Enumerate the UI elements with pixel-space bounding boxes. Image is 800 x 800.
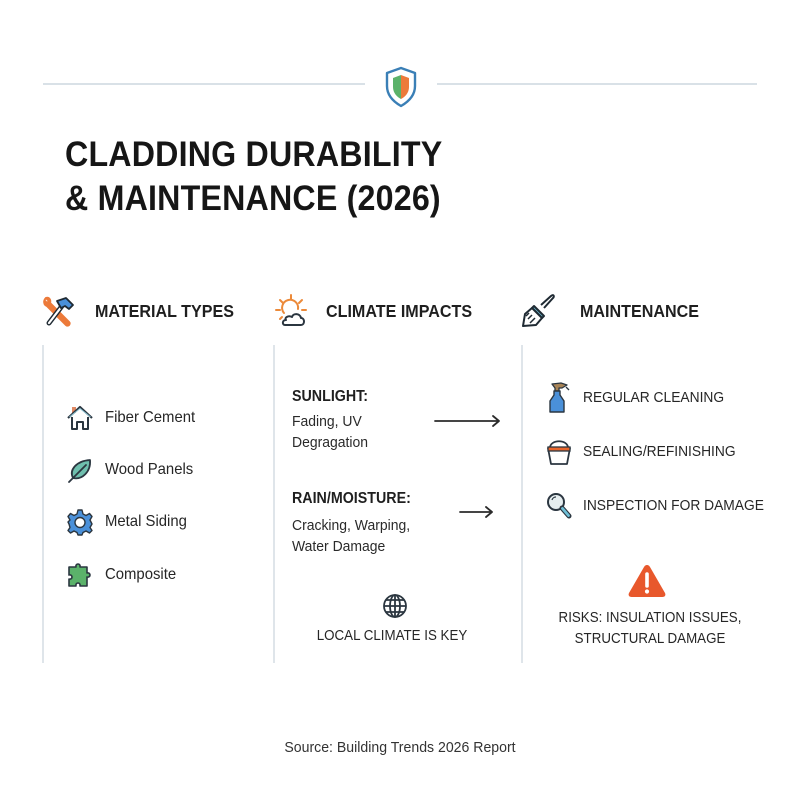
heading-maintenance xyxy=(520,292,709,330)
source-caption: Source: Building Trends 2026 Report xyxy=(284,739,516,756)
spray-bottle-icon xyxy=(545,379,573,415)
heading-label: MAINTENANCE xyxy=(580,300,699,321)
heading-material-types xyxy=(40,292,246,330)
tools-icon xyxy=(40,292,78,330)
arrow-right-icon xyxy=(434,414,502,433)
paintbrush-icon xyxy=(520,292,558,330)
arrow-right-icon xyxy=(459,505,495,524)
climate-factor-rain-title: RAIN/MOISTURE: xyxy=(292,490,411,507)
title-line-1: CLADDING DURABILITY xyxy=(65,135,443,174)
material-item-composite xyxy=(66,560,181,590)
sun-cloud-icon xyxy=(273,292,311,330)
shield-icon xyxy=(384,66,418,108)
bucket-icon xyxy=(545,433,573,469)
top-rule-left xyxy=(43,83,365,85)
risk-line-1: RISKS: INSULATION ISSUES, xyxy=(558,610,742,626)
material-label: Wood Panels xyxy=(105,461,194,478)
heading-label: MATERIAL TYPES xyxy=(95,300,234,321)
material-item-metal-siding xyxy=(66,507,193,537)
magnifier-icon xyxy=(545,487,573,523)
desc-line-2: Degragation xyxy=(292,434,369,451)
maintenance-label: REGULAR CLEANING xyxy=(583,388,725,406)
maintenance-item-inspection xyxy=(545,487,780,523)
warning-icon xyxy=(627,563,667,604)
divider-climate xyxy=(273,345,275,663)
risk-line-2: STRUCTURAL DAMAGE xyxy=(574,631,726,647)
maintenance-label: INSPECTION FOR DAMAGE xyxy=(583,496,764,514)
risk-note xyxy=(549,608,751,650)
leaf-icon xyxy=(66,456,94,484)
maintenance-label: SEALING/REFINISHING xyxy=(583,442,736,460)
puzzle-icon xyxy=(66,561,94,589)
divider-materials xyxy=(42,345,44,663)
maintenance-item-cleaning xyxy=(545,379,736,415)
maintenance-item-sealing xyxy=(545,433,749,469)
climate-factor-sunlight-title: SUNLIGHT: xyxy=(292,388,369,405)
divider-maintenance xyxy=(521,345,523,663)
desc-line-1: Fading, UV xyxy=(292,413,362,430)
material-item-wood-panels xyxy=(66,455,200,485)
house-icon xyxy=(66,404,94,432)
top-rule-right xyxy=(437,83,757,85)
desc-line-1: Cracking, Warping, xyxy=(292,517,411,534)
globe-icon xyxy=(381,592,409,625)
local-climate-note: LOCAL CLIMATE IS KEY xyxy=(316,628,468,644)
material-label: Composite xyxy=(105,566,177,583)
climate-factor-rain-desc xyxy=(292,515,410,557)
material-label: Fiber Cement xyxy=(105,409,196,426)
material-item-fiber-cement xyxy=(66,403,202,433)
material-label: Metal Siding xyxy=(105,513,187,530)
climate-factor-sunlight-desc xyxy=(292,411,368,453)
page-title xyxy=(65,133,442,221)
gear-icon xyxy=(66,508,94,536)
desc-line-2: Water Damage xyxy=(292,538,386,555)
title-line-2: & MAINTENANCE (2026) xyxy=(65,179,441,218)
heading-climate-impacts xyxy=(273,292,485,330)
heading-label: CLIMATE IMPACTS xyxy=(326,300,473,321)
